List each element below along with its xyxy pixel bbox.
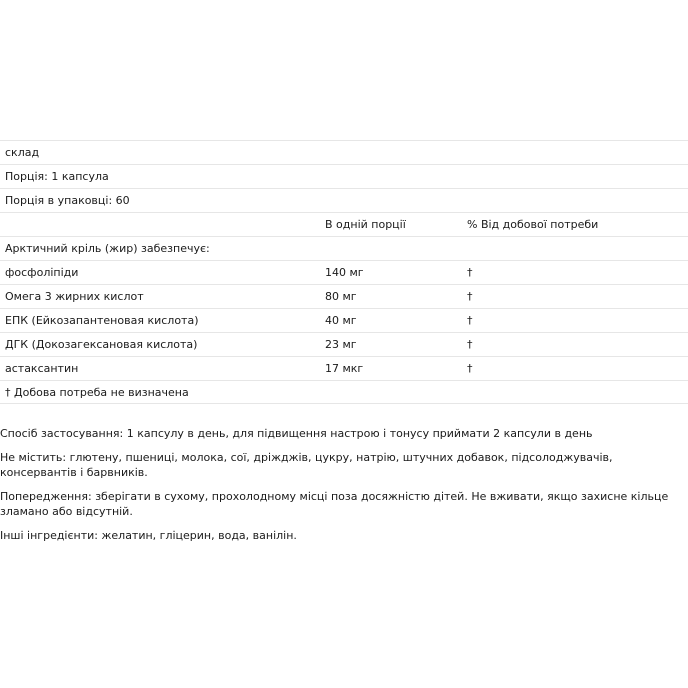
servings-per-container: Порція в упаковці: 60: [5, 194, 130, 207]
composition-heading: склад: [5, 146, 40, 159]
table-row: [0, 380, 688, 404]
ingredient-name: Омега 3 жирних кислот: [5, 290, 144, 303]
table-header-row: [0, 212, 688, 236]
ingredient-name: астаксантин: [5, 362, 79, 375]
ingredient-daily-value: †: [467, 362, 473, 375]
table-row: [0, 236, 688, 260]
table-row: [0, 332, 688, 356]
daily-value-footnote: † Добова потреба не визначена: [5, 386, 189, 399]
ingredient-daily-value: †: [467, 314, 473, 327]
ingredient-daily-value: †: [467, 290, 473, 303]
usage-instructions: Спосіб застосування: 1 капсулу в день, для підвищення настрою і тонусу приймати 2 капсули в день: [0, 427, 593, 440]
ingredient-amount: 40 мг: [325, 314, 357, 327]
ingredient-name: ЕПК (Ейкозапантеновая кислота): [5, 314, 199, 327]
ingredient-amount: 140 мг: [325, 266, 364, 279]
ingredient-amount: 23 мг: [325, 338, 357, 351]
ingredient-daily-value: †: [467, 266, 473, 279]
ingredient-amount: 17 мкг: [325, 362, 364, 375]
ingredient-name: фосфоліпіди: [5, 266, 79, 279]
table-row: [0, 140, 688, 164]
ingredient-daily-value: †: [467, 338, 473, 351]
column-header-daily-value: % Від добової потреби: [467, 218, 599, 231]
ingredient-amount: 80 мг: [325, 290, 357, 303]
free-of-statement: Не містить: глютену, пшениці, молока, сої, дріжджів, цукру, натрію, штучних добавок, підсолоджувачів, консервантів і барвників.: [0, 451, 613, 479]
table-row: [0, 308, 688, 332]
table-row: [0, 260, 688, 284]
table-row: [0, 356, 688, 380]
table-row: [0, 284, 688, 308]
column-header-per-serving: В одній порції: [325, 218, 406, 231]
serving-size: Порція: 1 капсула: [5, 170, 109, 183]
table-row: [0, 188, 688, 212]
supplement-facts-table: [0, 140, 688, 404]
ingredient-name: ДГК (Докозагексановая кислота): [5, 338, 198, 351]
storage-warning: Попередження: зберігати в сухому, прохолодному місці поза досяжністю дітей. Не вживати, якщо захисне кільце зламано або відсутній.: [0, 490, 669, 518]
table-row: [0, 164, 688, 188]
product-notes: [0, 426, 680, 552]
other-ingredients: Інші інгредієнти: желатин, гліцерин, вода, ванілін.: [0, 529, 297, 542]
source-label: Арктичний кріль (жир) забезпечує:: [5, 242, 210, 255]
